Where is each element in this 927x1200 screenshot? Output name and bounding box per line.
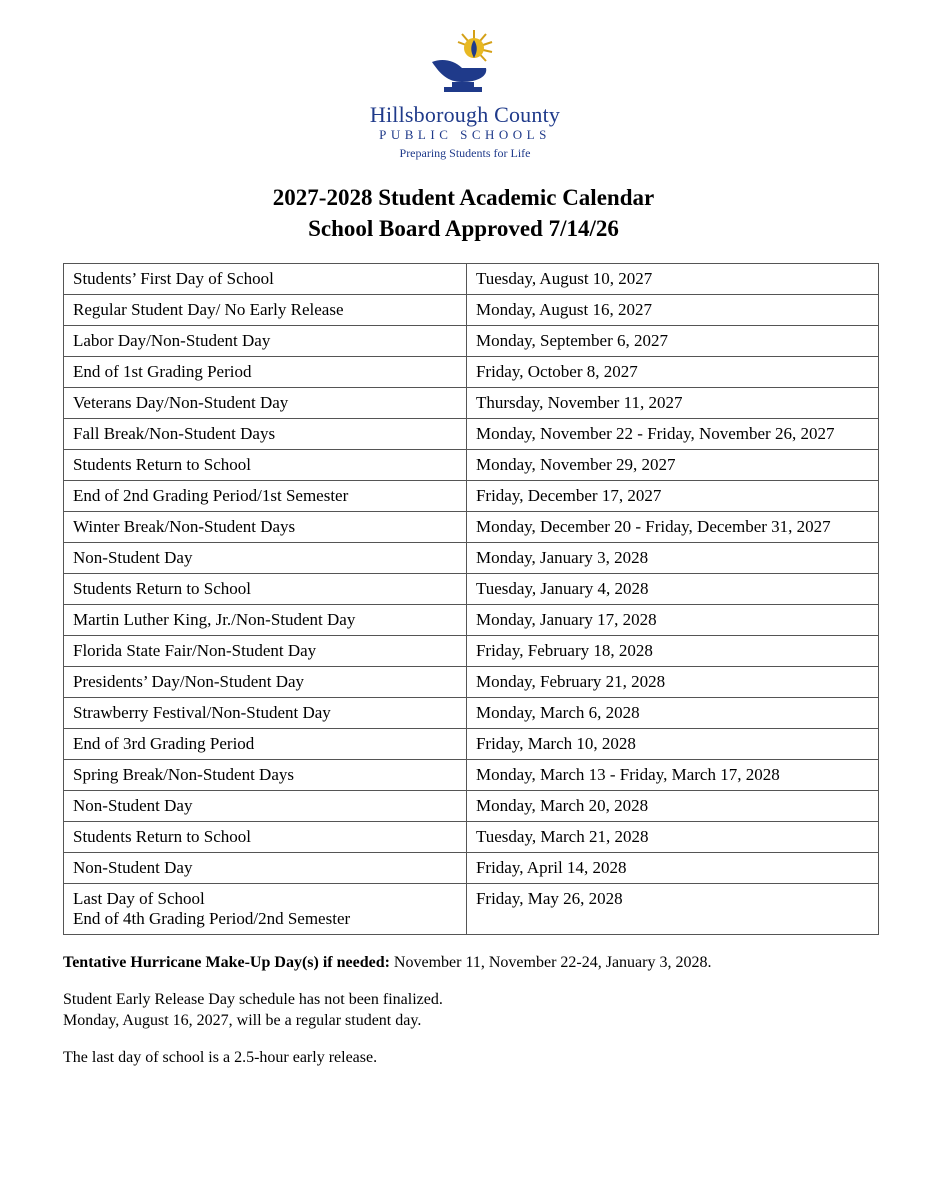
page-title [0,182,927,244]
logo-subtitle: PUBLIC SCHOOLS [379,127,551,142]
title-line-2: School Board Approved 7/14/26 [308,216,619,241]
hurricane-label: Tentative Hurricane Make-Up Day(s) if needed: [63,954,390,971]
event-cell [64,450,467,481]
table-row [64,512,879,543]
table-row [64,264,879,295]
date-cell: Monday, November 22 - Friday, November 26, 2027 [466,419,878,450]
event-label: Florida State Fair/Non-Student Day [73,641,317,660]
event-label: Regular Student Day/ No Early Release [73,300,344,319]
table-row [64,853,879,884]
date-cell: Monday, November 29, 2027 [466,450,878,481]
event-label: Martin Luther King, Jr./Non-Student Day [73,610,356,629]
district-logo [300,28,630,160]
event-cell [64,264,467,295]
event-label: Non-Student Day [73,548,193,567]
table-row [64,884,879,935]
event-cell [64,853,467,884]
event-label: Strawberry Festival/Non-Student Day [73,703,331,722]
event-cell [64,357,467,388]
event-label: Fall Break/Non-Student Days [73,424,276,443]
table-row [64,791,879,822]
date-cell: Monday, January 17, 2028 [466,605,878,636]
table-row [64,295,879,326]
date-cell: Friday, April 14, 2028 [466,853,878,884]
event-cell [64,760,467,791]
event-label: Non-Student Day [73,796,193,815]
early-release-note-1: Student Early Release Day schedule has not been finalized. [63,991,443,1008]
event-cell [64,543,467,574]
event-cell [64,884,467,935]
event-cell [64,729,467,760]
date-cell: Monday, February 21, 2028 [466,667,878,698]
event-label: End of 3rd Grading Period [73,734,255,753]
event-cell [64,326,467,357]
event-cell [64,698,467,729]
date-cell: Monday, March 6, 2028 [466,698,878,729]
event-cell [64,791,467,822]
event-cell [64,388,467,419]
table-row [64,760,879,791]
event-label: End of 2nd Grading Period/1st Semester [73,486,349,505]
event-label: Presidents’ Day/Non-Student Day [73,672,305,691]
event-label: Students Return to School [73,827,252,846]
date-cell: Friday, February 18, 2028 [466,636,878,667]
lamp-of-learning-icon [428,28,500,98]
event-label: Students Return to School [73,579,252,598]
date-cell: Friday, October 8, 2027 [466,357,878,388]
event-label: Non-Student Day [73,858,193,877]
event-label: Students Return to School [73,455,252,474]
date-cell: Monday, December 20 - Friday, December 31, 2027 [466,512,878,543]
table-row [64,822,879,853]
event-cell [64,822,467,853]
event-cell [64,295,467,326]
table-row [64,419,879,450]
date-cell: Thursday, November 11, 2027 [466,388,878,419]
table-row [64,326,879,357]
event-label: Students’ First Day of School [73,269,274,288]
event-cell [64,667,467,698]
event-cell [64,481,467,512]
event-cell [64,574,467,605]
event-label: End of 1st Grading Period [73,362,252,381]
title-line-1: 2027-2028 Student Academic Calendar [272,185,655,210]
table-row [64,605,879,636]
event-cell [64,419,467,450]
date-cell: Monday, March 20, 2028 [466,791,878,822]
event-label-second-line: End of 4th Grading Period/2nd Semester [73,909,351,928]
date-cell: Tuesday, August 10, 2027 [466,264,878,295]
table-row [64,450,879,481]
hurricane-note [63,952,883,973]
calendar-table [63,263,879,935]
logo-tagline: Preparing Students for Life [399,146,531,160]
event-label: Labor Day/Non-Student Day [73,331,271,350]
date-cell: Monday, March 13 - Friday, March 17, 2028 [466,760,878,791]
date-cell: Tuesday, March 21, 2028 [466,822,878,853]
early-release-note-2: Monday, August 16, 2027, will be a regular student day. [63,1012,422,1029]
event-label: Veterans Day/Non-Student Day [73,393,289,412]
date-cell: Monday, January 3, 2028 [466,543,878,574]
table-row [64,636,879,667]
event-label: Spring Break/Non-Student Days [73,765,294,784]
event-cell [64,605,467,636]
event-cell [64,636,467,667]
event-label: Last Day of School [73,889,205,908]
event-cell [64,512,467,543]
hurricane-dates: November 11, November 22-24, January 3, 2028. [389,954,712,971]
table-row [64,574,879,605]
date-cell: Friday, May 26, 2028 [466,884,878,935]
date-cell: Tuesday, January 4, 2028 [466,574,878,605]
table-row [64,357,879,388]
date-cell: Monday, August 16, 2027 [466,295,878,326]
logo-district-name: Hillsborough County [369,102,561,127]
date-cell: Friday, March 10, 2028 [466,729,878,760]
table-row [64,667,879,698]
calendar-notes [63,952,883,1068]
table-row [64,481,879,512]
date-cell: Monday, September 6, 2027 [466,326,878,357]
last-day-note: The last day of school is a 2.5-hour early release. [63,1049,378,1066]
table-row [64,388,879,419]
date-cell: Friday, December 17, 2027 [466,481,878,512]
table-row [64,729,879,760]
event-label: Winter Break/Non-Student Days [73,517,296,536]
table-row [64,698,879,729]
table-row [64,543,879,574]
